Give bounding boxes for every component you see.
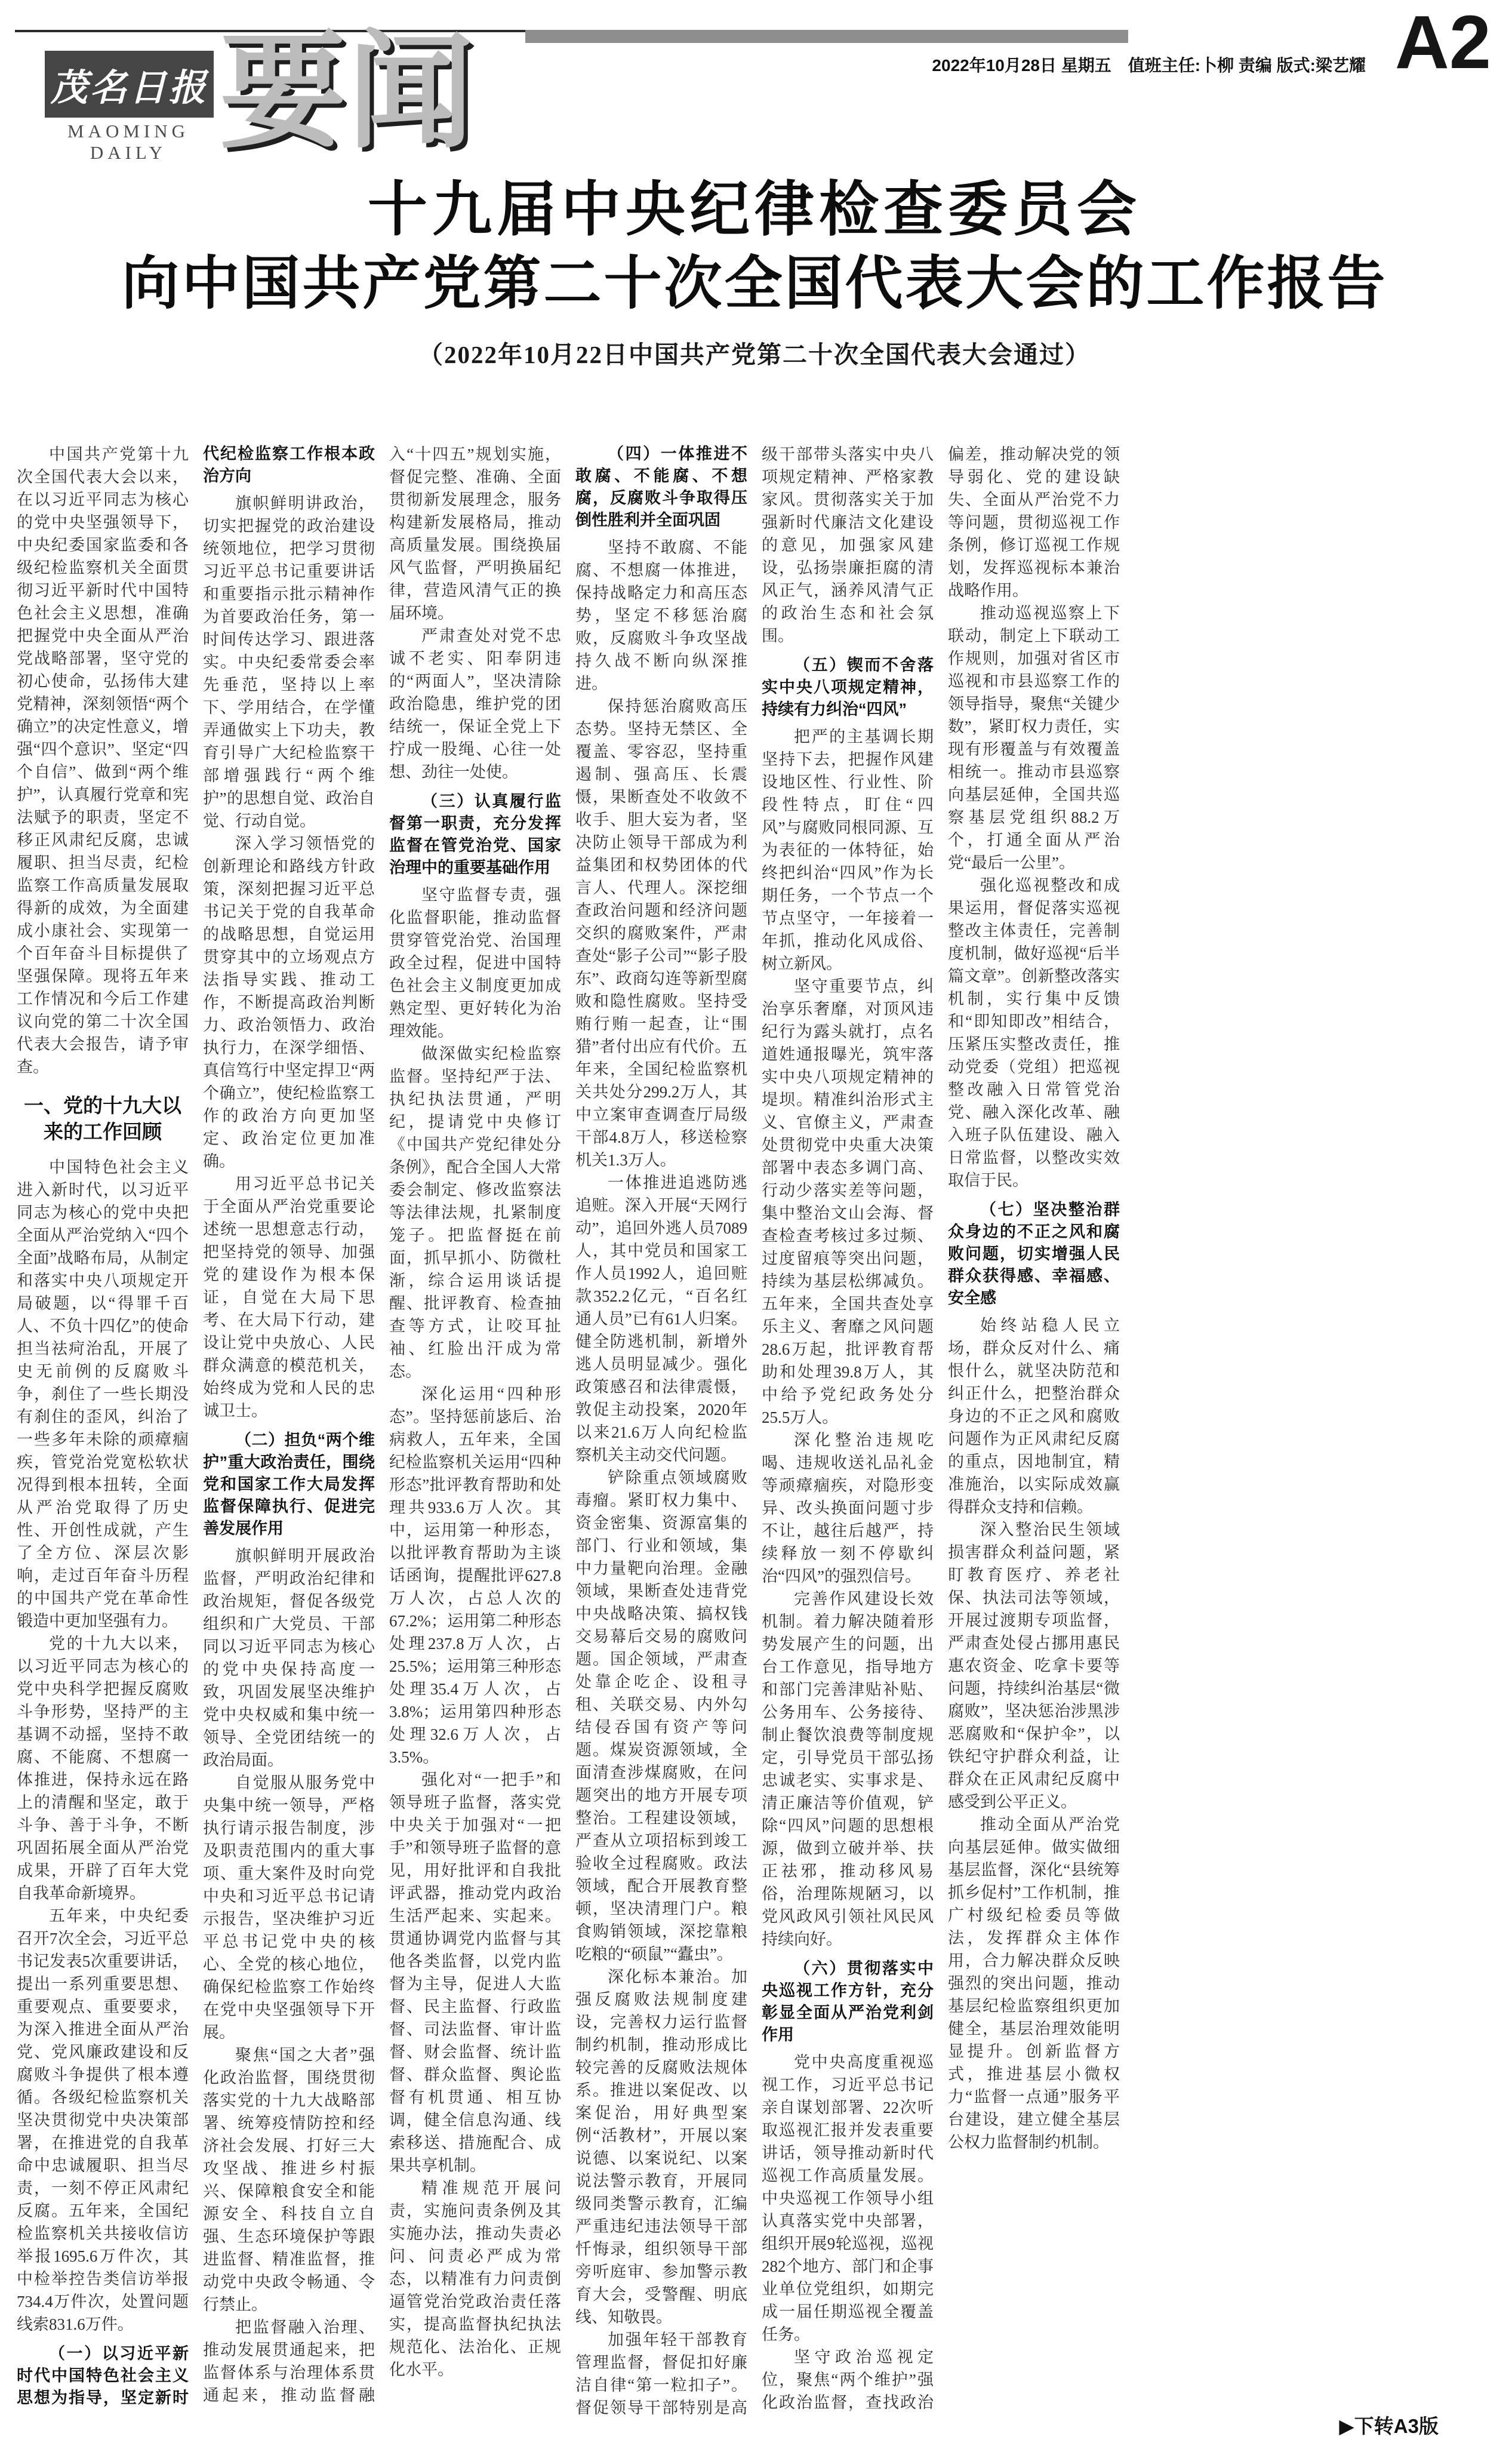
- article-paragraph: 加强年轻干部教育管理监督，督促扣好廉洁自律“第一粒扣子”。督促领导干部特别是高级干部带头落实中央八项规定精神、严格家教家风。贯彻落实关于加强新时代廉洁文化建设的意见，加强家风建设，弘扬崇廉拒腐的清风正气，涵养风清气正的政治生态和社会氛围。: [575, 445, 934, 2417]
- article-paragraph: 旗帜鲜明开展政治监督，严明政治纪律和政治规矩，督促各级党组织和广大党员、干部同以习近平同志为核心的党中央保持高度一致，巩固发展坚决维护党中央权威和集中统一领导、全党团结统一的政治局面。: [203, 1547, 375, 1769]
- section-label: 要闻: [220, 21, 475, 162]
- headline-line2: 向中国共产党第二十次全国代表大会的工作报告: [121, 252, 1388, 316]
- article-paragraph: 用习近平总书记关于全面从严治党重要论述统一思想意志行动，把坚持党的领导、加强党的建设作为根本保证，自觉在大局下思考、在大局下行动，建设让党中央放心、人民群众满意的模范机关，始终成为党和人民的忠诚卫士。: [203, 1175, 375, 1420]
- section-heading: （五）锲而不舍落实中央八项规定精神，持续有力纠治“四风”: [762, 656, 934, 718]
- headline-block: [0, 177, 1509, 370]
- article-paragraph: 深化标本兼治。加强反腐败法规制度建设，完善权力运行监督制约机制，推动形成比较完善的反腐败法规体系。推进以案促改、以案促治，用好典型案例“活教材”，开展以案说德、以案说纪、以案说法警示教育，开展同级同类警示教育，汇编严重违纪违法领导干部忏悔录，组织领导干部旁听庭审、参加警示教育大会，受警醒、明底线、知敬畏。: [575, 1968, 747, 2326]
- article-paragraph: 坚守重要节点，纠治享乐奢靡，对顶风违纪行为露头就打，点名道姓通报曝光，筑牢落实中央八项规定精神的堤坝。精准纠治形式主义、官僚主义，严肃查处贯彻党中央重大决策部署中表态多调门高、行动少落实差等问题，集中整治文山会海、督查检查考核过多过频、过度留痕等突出问题，持续为基层松绑减负。五年来，全国共查处享乐主义、奢靡之风问题28.6万起，批评教育帮助和处理39.8万人，其中给予党纪政务处分25.5万人。: [762, 977, 934, 1426]
- logo-english-name: MAOMING DAILY: [67, 121, 189, 163]
- article-paragraph: 深化运用“四种形态”。坚持惩前毖后、治病救人，五年来，全国纪检监察机关运用“四种形态”批评教育帮助和处理共933.6万人次。其中，运用第一种形态，以批评教育帮助为主谈话函询，提醒批评627.8万人次，占总人次的67.2%；运用第二种形态处理237.8万人次，占25.5%；运用第三种形态处理35.4万人次，占3.8%；运用第四种形态处理32.6万人次，占3.5%。: [389, 1385, 561, 1766]
- article-paragraph: 自觉服从服务党中央集中统一领导，严格执行请示报告制度，涉及职责范围内的重大事项、重大案件及时向党中央和习近平总书记请示报告，坚决维护习近平总书记党中央的核心、全党的核心地位，确保纪检监察工作始终在党中央坚强领导下开展。: [203, 1774, 375, 2041]
- article-paragraph: 中国共产党第十九次全国代表大会以来，在以习近平同志为核心的党中央坚强领导下，中央纪委国家监委和各级纪检监察机关全面贯彻习近平新时代中国特色社会主义思想，准确把握党中央全面从严治党战略部署，坚守党的初心使命，弘扬伟大建党精神，深刻领悟“两个确立”的决定性意义，增强“四个意识”、坚定“四个自信”、做到“两个维护”，认真履行党章和宪法赋予的职责，坚定不移正风肃纪反腐，忠诚履职、担当尽责，纪检监察工作高质量发展取得新的成效，为全面建成小康社会、实现第一个百年奋斗目标提供了坚强保障。现将五年来工作情况和今后工作建议向党的第二十次全国代表大会报告，请予审查。: [17, 445, 189, 1076]
- section-heading: （四）一体推进不敢腐、不能腐、不想腐，反腐败斗争取得压倒性胜利并全面巩固: [575, 445, 747, 529]
- article-paragraph: 党的十九大以来，以习近平同志为核心的党中央科学把握反腐败斗争形势，坚持严的主基调不动摇，坚持不敢腐、不能腐、不想腐一体推进，保持永远在路上的清醒和坚定，敢于斗争、善于斗争，不断巩固拓展全面从严治党成果，开辟了百年大党自我革命新境界。: [17, 1635, 189, 1902]
- headline-line1: 十九届中央纪律检查委员会: [368, 177, 1141, 243]
- article-paragraph: 中国特色社会主义进入新时代，以习近平同志为核心的党中央把全面从严治党纳入“四个全面”战略布局，从制定和落实中央八项规定开局破题，以“得罪千百人、不负十四亿”的使命担当祛疴治乱，开展了史无前例的反腐败斗争，刹住了一些长期没有刹住的歪风，纠治了一些多年未除的顽瘴痼疾，管党治党宽松软状况得到根本扭转，全面从严治党取得了历史性、开创性成就，产生了全方位、深层次影响，走过百年奋斗历程的中国共产党在革命性锻造中更加坚强有力。: [17, 1158, 189, 1630]
- masthead-gray-band: [525, 30, 1128, 43]
- section-heading: （三）认真履行监督第一职责，充分发挥监督在管党治党、国家治理中的重要基础作用: [389, 792, 561, 876]
- logo-chinese-name: 茂名日报: [50, 65, 208, 109]
- dateline: 2022年10月28日 星期五 值班主任:卜柳 责编 版式:梁艺耀: [932, 56, 1366, 75]
- article-paragraph: 深入整治民生领域损害群众利益问题，紧盯教育医疗、养老社保、执法司法等领域，开展过渡期专项监督，严肃查处侵占挪用惠民惠农资金、吃拿卡要等问题，持续纠治基层“微腐败”，坚决惩治涉黑涉恶腐败和“保护伞”，以铁纪守护群众利益，让群众在正风肃纪反腐中感受到公平正义。: [948, 1521, 1120, 1811]
- article-paragraph: 深化整治违规吃喝、违规收送礼品礼金等顽瘴痼疾，对隐形变异、改头换面问题寸步不让，越往后越严，持续释放一刻不停歇纠治“四风”的强烈信号。: [762, 1431, 934, 1585]
- article-paragraph: 坚守政治巡视定位，聚焦“两个维护”强化政治监督，查找政治偏差，推动解决党的领导弱化、党的建设缺失、全面从严治党不力等问题，贯彻巡视工作条例，修订巡视工作规划，发挥巡视标本兼治战略作用。: [762, 445, 1120, 2411]
- continuation-notice: ▶下转A3版: [1332, 2411, 1439, 2439]
- article-paragraph: 坚持不敢腐、不能腐、不想腐一体推进，保持战略定力和高压态势，坚定不移惩治腐败，反腐败斗争攻坚战持久战不断向纵深推进。: [575, 539, 747, 693]
- article-paragraph: 始终站稳人民立场，群众反对什么、痛恨什么，就坚决防范和纠正什么，把整治群众身边的不正之风和腐败问题作为正风肃纪反腐的重点，因地制宜，精准施治，以实际成效赢得群众支持和信赖。: [948, 1316, 1120, 1516]
- article-paragraph: 坚守监督专责，强化监督职能，推动监督贯穿管党治党、治国理政全过程，促进中国特色社会主义制度更加成熟定型、更好转化为治理效能。: [389, 886, 561, 1040]
- section-heading: （二）担负“两个维护”重大政治责任，围绕党和国家工作大局发挥监督保障执行、促进完善发展作用: [203, 1431, 375, 1537]
- section-heading: （一）以习近平新时代中国特色社会主义思想为指导，坚定新时代纪检监察工作根本政治方向: [17, 445, 375, 2407]
- article-paragraph: 一体推进追逃防逃追赃。深入开展“天网行动”，追回外逃人员7089人，其中党员和国家工作人员1992人，追回赃款352.2亿元，“百名红通人员”已有61人归案。健全防逃机制，新增外逃人员明显减少。强化政策感召和法律震慑，敦促主动投案，2020年以来21.6万人向纪检监察机关主动交代问题。: [575, 1174, 747, 1464]
- headline-subtitle: （2022年10月22日中国共产党第二十次全国代表大会通过）: [418, 340, 1091, 368]
- section-heading: （六）贯彻落实中央巡视工作方针，充分彰显全面从严治党利剑作用: [762, 1959, 934, 2044]
- article-paragraph: 推动全面从严治党向基层延伸。做实做细基层监督，深化“县统筹抓乡促村”工作机制，推广村级纪检委员等做法，发挥群众主体作用，合力解决群众反映强烈的突出问题，推动基层纪检监察组织更加健全，基层治理效能明显提升。创新监督方式，推进基层小微权力“监督一点通”服务平台建设，建立健全基层公权力监督制约机制。: [948, 1816, 1120, 2151]
- article-body: [17, 443, 1492, 2419]
- article-paragraph: 聚焦“国之大者”强化政治监督，围绕贯彻落实党的十九大战略部署、统筹疫情防控和经济社会发展、打好三大攻坚战、推进乡村振兴、保障粮食安全和能源安全、科技自立自强、生态环境保护等跟进监督、精准监督，推动党中央政令畅通、令行禁止。: [203, 2046, 375, 2314]
- article-paragraph: 把监督融入治理、推动发展贯通起来，把监督体系与治理体系贯通起来，推动监督融入“十四五”规划实施，督促完整、准确、全面贯彻新发展理念，服务构建新发展格局，推动高质量发展。围绕换届风气监督，严明换届纪律，营造风清气正的换届环境。: [203, 445, 561, 2404]
- article-paragraph: 保持惩治腐败高压态势。坚持无禁区、全覆盖、零容忍，坚持重遏制、强高压、长震慑，果断查处不收敛不收手、胆大妄为者，坚决防止领导干部成为利益集团和权势团体的代言人、代理人。深挖细查政治问题和经济问题交织的腐败案件，严肃查处“影子公司”“影子股东”、政商勾连等新型腐败和隐性腐败。坚持受贿行贿一起查，让“围猎”者付出应有代价。五年来，全国纪检监察机关共处分299.2万人，其中立案审查调查厅局级干部4.8万人，移送检察机关1.3万人。: [575, 697, 747, 1169]
- article-paragraph: 深入学习领悟党的创新理论和路线方针政策，深刻把握习近平总书记关于党的自我革命的战略思想，自觉运用贯穿其中的立场观点方法指导实践、推动工作，不断提高政治判断力、政治领悟力、政治执行力，在深学细悟、真信笃行中坚定捍卫“两个确立”，使纪检监察工作的政治方向更加坚定、政治定位更加准确。: [203, 835, 375, 1170]
- newspaper-logo: [45, 51, 214, 118]
- article-paragraph: 强化对“一把手”和领导班子监督，落实党中央关于加强对“一把手”和领导班子监督的意见，用好批评和自我批评武器，推动党内政治生活严起来、实起来。贯通协调党内监督与其他各类监督，以党内监督为主导，促进人大监督、民主监督、行政监督、司法监督、审计监督、财会监督、统计监督、群众监督、舆论监督有机贯通、相互协调，健全信息沟通、线索移送、措施配合、成果共享机制。: [389, 1771, 561, 2174]
- page-number: A2: [1394, 0, 1491, 84]
- article-paragraph: 推动巡视巡察上下联动，制定上下联动工作规则，加强对省区市巡视和市县巡察工作的领导指导，聚焦“关键少数”，紧盯权力责任，实现有形覆盖与有效覆盖相统一。推动市县巡察向基层延伸，全国共巡察基层党组织88.2万个，打通全面从严治党“最后一公里”。: [948, 604, 1120, 872]
- article-paragraph: 把严的主基调长期坚持下去，把握作风建设地区性、行业性、阶段性特点，盯住“四风”与腐败同根同源、互为表征的一体特征，始终把纠治“四风”作为长期任务，一个节点一个节点坚守，一年接着一年抓，推动化风成俗、树立新风。: [762, 728, 934, 973]
- section-heading: （七）坚决整治群众身边的不正之风和腐败问题，切实增强人民群众获得感、幸福感、安全感: [948, 1201, 1120, 1307]
- article-paragraph: 旗帜鲜明讲政治，切实把握党的政治建设统领地位，把学习贯彻习近平总书记重要讲话和重要指示批示精神作为首要政治任务，第一时间传达学习、跟进落实。中央纪委常委会率先垂范，坚持以上率下、学用结合，在学懂弄通做实上下功夫，教育引导广大纪检监察干部增强践行“两个维护”的思想自觉、政治自觉、行动自觉。: [203, 494, 375, 830]
- article-paragraph: 五年来，中央纪委召开7次全会，习近平总书记发表5次重要讲话，提出一系列重要思想、重要观点、重要要求，为深入推进全面从严治党、党风廉政建设和反腐败斗争提供了根本遵循。各级纪检监察机关坚决贯彻党中央决策部署，在推进党的自我革命中忠诚履职、担当尽责，一刻不停正风肃纪反腐。五年来，全国纪检监察机关共接收信访举报1695.6万件次，其中检举控告类信访举报734.4万件次，处置问题线索831.6万件。: [17, 1907, 189, 2333]
- article-paragraph: 做深做实纪检监察监督。坚持纪严于法、执纪执法贯通，严明纪，提请党中央修订《中国共产党纪律处分条例》，配合全国人大常委会制定、修改监察法等法律法规，扎紧制度笼子。把监督挺在前面，抓早抓小、防微杜渐，综合运用谈话提醒、批评教育、检查抽查等方式，让咬耳扯袖、红脸出汗成为常态。: [389, 1045, 561, 1380]
- section-heading: 一、党的十九大以来的工作回顾: [24, 1094, 181, 1143]
- article-paragraph: 严肃查处对党不忠诚不老实、阳奉阴违的“两面人”，坚决清除政治隐患，维护党的团结统一，保证全党上下拧成一股绳、心往一处想、劲往一处使。: [389, 627, 561, 781]
- article-paragraph: 强化巡视整改和成果运用，督促落实巡视整改主体责任，完善制度机制，做好巡视“后半篇文章”。创新整改落实机制，实行集中反馈和“即知即改”相结合，压紧压实整改责任，推动党委（党组）把巡视整改融入日常管党治党、融入深化改革、融入班子队伍建设、融入日常监督，以整改实效取信于民。: [948, 876, 1120, 1189]
- article-paragraph: 铲除重点领域腐败毒瘤。紧盯权力集中、资金密集、资源富集的部门、行业和领域，集中力量靶向治理。金融领域，果断查处违背党中央战略决策、搞权钱交易幕后交易的腐败问题。国企领域，严肃查处靠企吃企、设租寻租、关联交易、内外勾结侵吞国有资产等问题。煤炭资源领域，全面清查涉煤腐败，在问题突出的地方开展专项整治。工程建设领域，严查从立项招标到竣工验收全过程腐败。政法领域，配合开展教育整顿，坚决清理门户。粮食购销领域，深挖靠粮吃粮的“硕鼠”“蠹虫”。: [575, 1469, 747, 1963]
- article-paragraph: 党中央高度重视巡视工作，习近平总书记亲自谋划部署、22次听取巡视汇报并发表重要讲话，领导推动新时代巡视工作高质量发展。中央巡视工作领导小组认真落实党中央部署，组织开展9轮巡视，巡视282个地方、部门和企事业单位党组织，如期完成一届任期巡视全覆盖任务。: [762, 2053, 934, 2343]
- article-paragraph: 完善作风建设长效机制。着力解决随着形势发展产生的问题，出台工作意见，指导地方和部门完善津贴补贴、公务用车、公务接待、制止餐饮浪费等制度规定，引导党员干部弘扬忠诚老实、实事求是、清正廉洁等价值观，铲除“四风”问题的思想根源，做到立破并举、扶正祛邪，推动移风易俗，治理陈规陋习，以党风政风引领社风民风持续向好。: [762, 1590, 934, 1948]
- article-paragraph: 精准规范开展问责，实施问责条例及其实施办法，推动失责必问、问责必严成为常态，以精准有力问责倒逼管党治党政治责任落实，提高监督执纪执法规范化、法治化、正规化水平。: [389, 2179, 561, 2379]
